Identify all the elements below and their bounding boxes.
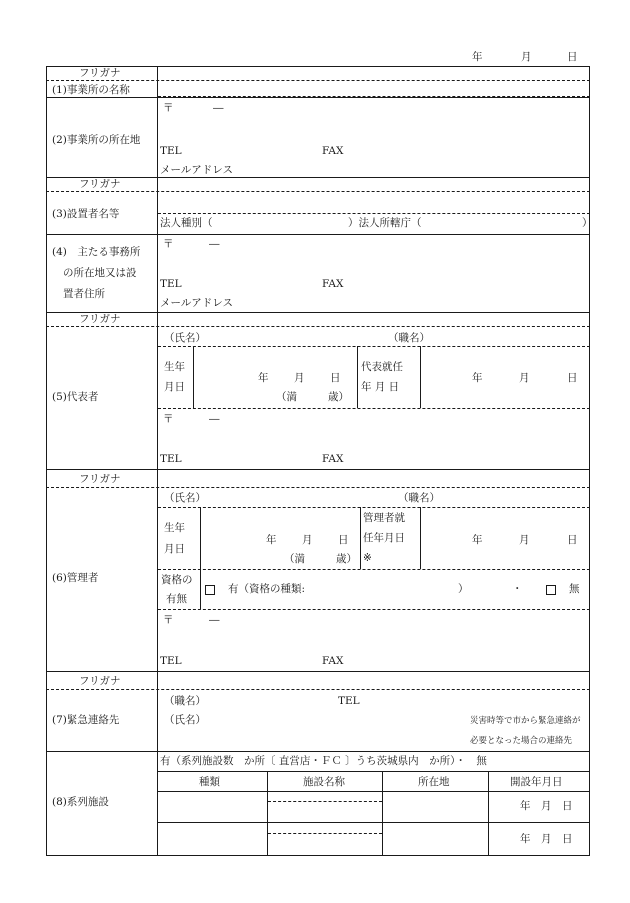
s6-qual-yes-label: 有（資格の種類: [228, 583, 306, 595]
s5-name-divider [158, 346, 590, 347]
furigana-divider-3 [46, 191, 590, 192]
furigana-divider-7 [46, 689, 590, 690]
s3-bottom [46, 234, 590, 235]
s6-label: (6)管理者 [52, 572, 99, 584]
s6-birth-bottom [158, 569, 590, 570]
s5-name-label: （氏名） [164, 332, 206, 344]
s8-row2-date: 年 月 日 [520, 833, 573, 845]
s5-tel-label: TEL [160, 453, 182, 465]
s6-start-year: 年 [472, 534, 483, 546]
s5-title-label: （職名） [388, 332, 430, 344]
s8-header-opened: 開設年月日 [510, 776, 563, 788]
s5-label: (5)代表者 [52, 391, 99, 403]
s5-start-day: 日 [567, 372, 578, 384]
s2-email-label: メールアドレス [160, 164, 233, 176]
s7-name-label: （氏名） [164, 714, 206, 726]
s8-row1-date: 年 月 日 [520, 800, 573, 812]
s4-tel-label: TEL [160, 278, 182, 290]
s6-tel-label: TEL [160, 655, 182, 667]
s5-birth-month: 月 [294, 372, 305, 384]
s6-start-l2: 任年月日 [363, 532, 405, 544]
s6-qual-l2: 有無 [166, 593, 187, 605]
s6-start-day: 日 [567, 534, 578, 546]
s2-bottom [46, 177, 590, 178]
s7-note-line2: 必要となった場合の連絡先 [470, 736, 573, 746]
s6-fax-label: FAX [322, 655, 344, 667]
s1-bottom [46, 97, 590, 98]
s3-corp-type: 法人種別（ [160, 217, 213, 229]
form-bottom-border [46, 855, 590, 856]
s3-divider [158, 213, 590, 214]
furigana-label-5: フリガナ [79, 313, 121, 325]
furigana-divider-5 [46, 326, 590, 327]
s3-close: ） [582, 217, 593, 229]
s4-label-line2: の所在地又は設 [63, 267, 137, 279]
s8-header-bottom [157, 791, 590, 792]
s2-postal-dash: ― [213, 102, 224, 114]
s6-qual-no-checkbox[interactable] [546, 585, 556, 595]
s6-age-open: （満 [284, 553, 305, 565]
s5-start-divider-l [357, 346, 358, 408]
s6-name-label: （氏名） [164, 492, 206, 504]
s8-header-type: 種類 [199, 776, 220, 788]
s5-birth-day: 日 [330, 372, 341, 384]
s3-corp-office: ）法人所轄庁（ [348, 217, 422, 229]
s6-birth-day: 日 [338, 534, 349, 546]
s5-birth-bottom [158, 408, 590, 409]
s6-bottom [46, 671, 590, 672]
date-year: 年 [472, 51, 483, 63]
s5-age-open: （満 [276, 391, 297, 403]
s4-postal-dash: ― [209, 238, 220, 250]
furigana-label-6: フリガナ [79, 473, 121, 485]
s8-summary: 有（系列施設数 か所〔 直営店・ＦＣ 〕うち茨城県内 か所）・ 無 [160, 755, 487, 767]
s6-start-divider-l [360, 507, 361, 569]
s6-qual-close: ） [458, 583, 469, 595]
s7-note-line1: 災害時等で市から緊急連絡が [470, 716, 581, 726]
s7-tel-label: TEL [338, 695, 360, 707]
s6-qual-bottom [158, 609, 590, 610]
date-day: 日 [567, 51, 578, 63]
s5-fax-label: FAX [322, 453, 344, 465]
s6-start-month: 月 [519, 534, 530, 546]
s4-bottom [46, 312, 590, 313]
s4-label-line1: (4) 主たる事務所 [52, 246, 141, 258]
s6-birth-divider [200, 507, 201, 569]
s6-postal-mark: 〒 [163, 614, 174, 626]
furigana-divider-1 [46, 80, 590, 81]
s5-birth-divider [193, 346, 194, 408]
s5-start-year: 年 [472, 372, 483, 384]
form-top-border [46, 66, 590, 67]
s8-col-divider-2 [382, 771, 383, 856]
s7-label: (7)緊急連絡先 [52, 714, 120, 726]
furigana-label-7: フリガナ [79, 675, 121, 687]
s5-start-l2: 年 月 日 [361, 381, 400, 393]
s4-email-label: メールアドレス [160, 297, 233, 309]
form-right-border [589, 66, 590, 856]
s7-bottom [46, 751, 590, 752]
s3-label: (3)設置者名等 [52, 208, 120, 220]
s6-birth-year: 年 [266, 534, 277, 546]
s2-postal-mark: 〒 [163, 102, 174, 114]
s8-row1-name-divider [268, 801, 382, 802]
s6-birth-l1: 生年 [164, 522, 185, 534]
s8-col-divider-1 [267, 771, 268, 856]
label-column-divider [157, 66, 158, 856]
s1-label: (1)事業所の名称 [52, 84, 130, 96]
s6-qual-no-label: 無 [569, 583, 580, 595]
furigana-divider-6 [46, 487, 590, 488]
s8-header-name: 施設名称 [303, 776, 345, 788]
s6-postal-dash: ― [209, 614, 220, 626]
s4-postal-mark: 〒 [163, 238, 174, 250]
s8-col-divider-3 [488, 771, 489, 856]
s5-start-divider-r [420, 346, 421, 408]
s6-title-label: （職名） [398, 492, 440, 504]
s6-birth-month: 月 [302, 534, 313, 546]
s2-tel-label: TEL [160, 145, 182, 157]
s5-birth-l1: 生年 [164, 361, 185, 373]
s8-summary-bottom [157, 771, 590, 772]
s5-birth-l2: 月日 [164, 381, 185, 393]
s8-row2-name-divider [268, 833, 382, 834]
s6-qual-l1: 資格の [161, 574, 193, 586]
s2-label: (2)事業所の所在地 [52, 134, 141, 146]
s5-birth-year: 年 [258, 372, 269, 384]
s6-qual-divider [200, 569, 201, 609]
s5-bottom [46, 469, 590, 470]
s6-birth-l2: 月日 [164, 543, 185, 555]
date-month: 月 [521, 51, 532, 63]
s6-qual-dot: ・ [512, 583, 523, 595]
s6-start-divider-r [420, 507, 421, 569]
s2-fax-label: FAX [322, 145, 344, 157]
s8-label: (8)系列施設 [52, 796, 109, 808]
s8-row1-bottom [157, 822, 590, 823]
s8-header-location: 所在地 [418, 776, 450, 788]
s5-start-l1: 代表就任 [361, 361, 403, 373]
s7-title-label: （職名） [164, 695, 206, 707]
s6-start-note: ※ [363, 552, 372, 564]
s5-age-close: 歳） [328, 391, 349, 403]
s6-qual-yes-checkbox[interactable] [205, 585, 215, 595]
form-left-border [46, 66, 47, 856]
furigana-label-1: フリガナ [79, 67, 121, 79]
s4-label-line3: 置者住所 [63, 288, 105, 300]
furigana-label-3: フリガナ [79, 178, 121, 190]
s5-postal-dash: ― [209, 413, 220, 425]
s5-start-month: 月 [519, 372, 530, 384]
s4-fax-label: FAX [322, 278, 344, 290]
s5-postal-mark: 〒 [163, 413, 174, 425]
s6-start-l1: 管理者就 [363, 512, 405, 524]
s6-age-close: 歳） [336, 553, 357, 565]
s6-name-divider [158, 507, 590, 508]
